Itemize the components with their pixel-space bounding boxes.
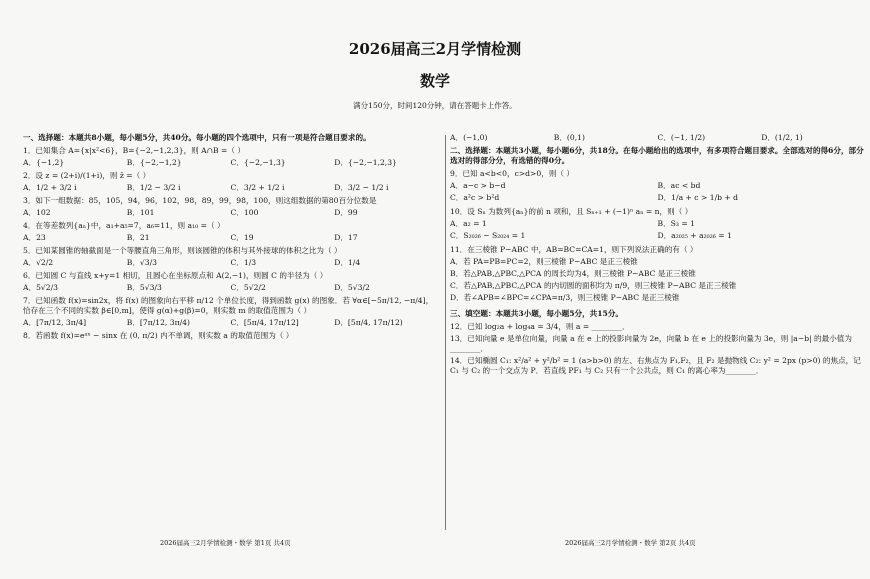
column-divider [445, 135, 446, 530]
question-option: A．1/2 + 3/2 i [23, 183, 77, 192]
q10-option-c: C．S₂₀₂₆ − S₂₀₂₄ = 1 [450, 231, 526, 240]
question-option: C．100 [230, 208, 259, 217]
q9-option-d: D．1/a + c > 1/b + d [657, 193, 739, 202]
question-option: B．1/2 − 3/2 i [126, 183, 181, 192]
question-option: D．3/2 − 1/2 i [334, 183, 389, 192]
footer-right: 2026届高三2月学情检测・数学 第2页 共4页 [565, 539, 696, 547]
question-options [23, 183, 438, 193]
q9-option-b: B．ac < bd [657, 181, 701, 190]
question-options [23, 233, 438, 243]
question-options [23, 283, 438, 293]
question-option: A．23 [23, 233, 46, 242]
q11-option-d: D．若∠APB=∠BPC=∠CPA=π/3，则三棱锥 P−ABC 是正三棱锥 [450, 293, 680, 302]
q11-stem: 11．在三棱锥 P−ABC 中，AB=BC=CA=1，则下列说法正确的有（ ） [450, 245, 698, 254]
left-question-list [23, 146, 438, 341]
q8-option-a: A．(−1,0) [450, 133, 488, 142]
question-option: B．√3/3 [126, 258, 157, 267]
exam-subject: 数学 [419, 72, 450, 90]
question-options [23, 258, 438, 268]
question-option: D．17 [334, 233, 358, 242]
question-option: C．19 [230, 233, 254, 242]
question-stem: 2．设 z = (2+i)/(1+i)，则 z̄ =（ ） [23, 171, 151, 180]
left-column [23, 133, 438, 343]
question-stem: 5．已知某圆锥的轴截面是一个等腰直角三角形，则该圆锥的体积与其外接球的体积之比为（ ） [23, 246, 342, 255]
question-option: C．{−2,−1,3} [230, 158, 286, 167]
q10-option-a: A．a₂ = 1 [450, 219, 487, 228]
question-option: D．99 [334, 208, 358, 217]
question-option: A．√2/2 [23, 258, 54, 267]
question-options [23, 318, 438, 328]
question-option: A．{−1,2} [23, 158, 65, 167]
question-option: A．5√2/3 [23, 283, 58, 292]
question-option: D．[5π/4, 17π/12) [334, 318, 403, 327]
question-stem: 4．在等差数列{aₙ}中，a₁+a₅=7，a₆=11，则 a₁₀ =（ ） [23, 221, 225, 230]
q9-options [450, 181, 865, 205]
question-stem: 7．已知函数 f(x)=sin2x，将 f(x) 的图象向右平移 π/12 个单位长度，得到函数 g(x) 的图象．若 ∀α∈[−5π/12, −π/4]，恰存在三个不同的实数 β∈[0,m]，使得 g(α)+g(β)=0，则实数 m 的取值范围为（ ） [23, 296, 434, 315]
question-option: C．5√2/2 [230, 283, 266, 292]
question-option: B．{−2,−1,2} [126, 158, 182, 167]
question-options [23, 208, 438, 218]
q11-option-b: B．若△PAB,△PBC,△PCA 的周长均为4，则三棱锥 P−ABC 是正三棱锥 [450, 269, 696, 278]
question-option: B．21 [126, 233, 150, 242]
section-3-heading: 三、填空题：本题共3小题，每小题5分，共15分。 [450, 309, 624, 318]
question-stem: 6．已知圆 C 与直线 x+y=1 相切，且圆心在坐标原点和 A(2,−1)，则圆 C 的半径为（ ） [23, 271, 328, 280]
q10-option-b: B．S₃ = 1 [657, 219, 695, 228]
footer-left: 2026届高三2月学情检测・数学 第1页 共4页 [160, 539, 291, 547]
q8-option-d: D．(1/2, 1) [761, 133, 803, 142]
question-option: D．1/4 [334, 258, 361, 267]
q8-option-c: C．(−1, 1/2) [657, 133, 706, 142]
question-option: B．5√3/3 [126, 283, 162, 292]
q14-stem: 14．已知椭圆 C₁: x²/a² + y²/b² = 1 (a>b>0) 的左、右焦点为 F₁,F₂，且 F₂ 是抛物线 C₂: y² = 2px (p>0) 的焦点，记 C₁ 与 C₂ 的一个交点为 P．若直线 PF₁ 与 C₂ 只有一个公共点，则 C₁ 的离心率为________． [450, 356, 861, 375]
question-option: C．[5π/4, 17π/12] [230, 318, 299, 327]
q13-stem: 13．已知向量 e 是单位向量，向量 a 在 e 上的投影向量为 2e，向量 b 在 e 上的投影向量为 3e，则 |a−b| 的最小值为________． [450, 334, 852, 353]
question-option: D．{−2,−1,2,3} [334, 158, 397, 167]
q11-option-c: C．若△PAB,△PBC,△PCA 的内切圆的面积均为 π/9，则三棱锥 P−ABC 是正三棱锥 [450, 281, 737, 290]
q12-stem: 12．已知 log₂a + log₄a = 3/4，则 a = ________． [450, 322, 630, 331]
section-1-heading: 一、选择题：本题共8小题，每小题5分，共40分。每小题的四个选项中，只有一项是符合题目要求的。 [23, 133, 371, 142]
question-options [23, 158, 438, 168]
q9-option-c: C．a²c > b²d [450, 193, 500, 202]
question-stem: 1．已知集合 A={x|x²<6}，B={−2,−1,2,3}，则 A∩B =（ ） [23, 146, 245, 155]
question-option: C．1/3 [230, 258, 257, 267]
question-option: A．102 [23, 208, 51, 217]
question-option: A．[7π/12, 3π/4] [23, 318, 87, 327]
q10-stem: 10．设 Sₙ 为数列{aₙ}的前 n 项和，且 Sₙ₊₁ + (−1)ⁿ aₙ = n，则（ ） [450, 207, 693, 216]
question-option: C．3/2 + 1/2 i [230, 183, 285, 192]
question-option: D．5√3/2 [334, 283, 370, 292]
q10-option-d: D．a₂₀₂₅ + a₂₀₂₆ = 1 [657, 231, 732, 240]
question-stem: 8．若函数 f(x)=eᵃˣ − sinx 在 (0, π/2) 内不单调，则实数 a 的取值范围为（ ） [23, 331, 294, 340]
q10-options [450, 219, 865, 243]
question-option: B．101 [126, 208, 155, 217]
section-2-heading: 二、选择题：本题共3小题，每小题6分，共18分。在每小题给出的选项中，有多项符合题目要求。全部选对的得6分，部分选对的得部分分，有选错的得0分。 [450, 146, 864, 165]
question-option: B．[7π/12, 3π/4) [126, 318, 190, 327]
question-stem: 3．如下一组数据：85，105，94，96，102，98，89，99，98，100，则这组数据的第80百分位数是 [23, 196, 377, 205]
right-column [450, 133, 865, 378]
exam-notice: 满分150分，时间120分钟，请在答题卡上作答。 [353, 101, 517, 110]
q9-option-a: A．a−c > b−d [450, 181, 506, 190]
q11-option-a: A．若 PA=PB=PC=2，则三棱锥 P−ABC 是正三棱锥 [450, 257, 638, 266]
exam-title: 2026届高三2月学情检测 [348, 40, 522, 58]
q9-stem: 9．已知 a<b<0，c>d>0，则（ ） [450, 169, 575, 178]
q8-option-b: B．(0,1) [553, 133, 585, 142]
q8-options [450, 133, 865, 143]
